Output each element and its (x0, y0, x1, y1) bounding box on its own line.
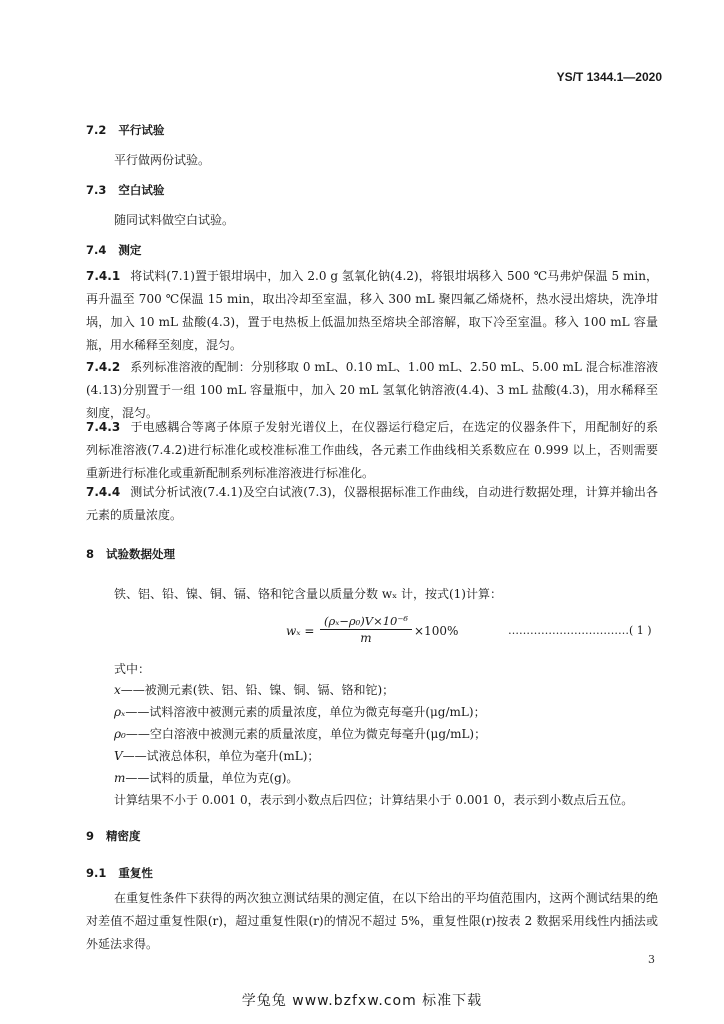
calculation-intro: 铁、铝、铅、镍、铜、镉、铬和铊含量以质量分数 wₓ 计，按式(1)计算： (114, 587, 502, 601)
clause-number: 7.4.4 (86, 485, 121, 499)
section-title: 测定 (118, 243, 142, 257)
formula-denominator: m (360, 631, 372, 645)
section-8-heading (86, 546, 175, 562)
rounding-rule: 计算结果不小于 0.001 0，表示到小数点后四位；计算结果小于 0.001 0，表示到小数点后五位。 (114, 793, 634, 807)
formula-lhs: wₓ = (286, 624, 315, 638)
section-title: 平行试验 (118, 123, 165, 137)
equation-number: ……………………………( 1 ) (508, 624, 652, 637)
clause-number: 7.4.1 (86, 269, 121, 283)
clause-number: 7.4.2 (86, 360, 121, 374)
variable-definition (114, 769, 298, 786)
variable-description: ——试料的质量，单位为克(g)。 (125, 771, 299, 785)
section-9-1-heading (86, 865, 153, 881)
clause-7-4-3 (86, 416, 658, 485)
section-title: 空白试验 (118, 183, 165, 197)
clause-text: 系列标准溶液的配制：分别移取 0 mL、0.10 mL、1.00 mL、2.50 mL、5.00 mL 混合标准溶液(4.13)分别置于一组 100 mL 容量瓶中，加入 20 mL 氢氧化钠溶液(4.4)、3 mL 盐酸(4.3)，用水稀释至刻度，混匀。 (86, 360, 658, 420)
variable-symbol: m (114, 771, 126, 785)
variable-description: ——试液总体积，单位为毫升(mL)； (122, 749, 320, 763)
section-number: 9.1 (86, 866, 107, 880)
formula-rhs: ×100% (414, 624, 459, 638)
section-title: 精密度 (106, 829, 141, 843)
section-9-1-body: 在重复性条件下获得的两次独立测试结果的测定值，在以下给出的平均值范围内，这两个测试结果的绝对差值不超过重复性限(r)，超过重复性限(r)的情况不超过 5%，重复性限(r)按表 2 数据采用线性内插法或外延法求得。 (86, 891, 658, 951)
clause-text: 测试分析试液(7.4.1)及空白试液(7.3)，仪器根据标准工作曲线，自动进行数据处理，计算并输出各元素的质量浓度。 (86, 485, 658, 522)
where-label: 式中： (114, 662, 151, 676)
section-number: 7.4 (86, 243, 107, 257)
variable-definition (114, 747, 319, 764)
clause-number: 7.4.3 (86, 420, 121, 434)
section-7-3-heading (86, 182, 164, 198)
formula-numerator: (ρₓ−ρ₀)V×10⁻⁶ (320, 614, 412, 630)
variable-description: ——空白溶液中被测元素的质量浓度，单位为微克每毫升(μg/mL)； (125, 727, 487, 741)
section-title: 试验数据处理 (106, 547, 176, 561)
section-7-3-body: 随同试料做空白试验。 (114, 213, 235, 227)
formula-1 (286, 614, 486, 648)
section-number: 9 (86, 829, 95, 843)
document-code: YS/T 1344.1—2020 (556, 70, 662, 84)
variable-symbol: ρ₀ (114, 727, 126, 741)
variable-description: ——被测元素(铁、铝、铅、镍、铜、镉、铬和铊)； (120, 683, 395, 697)
variable-symbol: x (114, 683, 121, 697)
section-title: 重复性 (118, 866, 153, 880)
section-number: 7.3 (86, 183, 107, 197)
clause-text: 于电感耦合等离子体原子发射光谱仪上，在仪器运行稳定后，在选定的仪器条件下，用配制好的系列标准溶液(7.4.2)进行标准化或校准标准工作曲线，各元素工作曲线相关系数应在 0.999 以上，否则需要重新进行标准化或重新配制系列标准溶液进行标准化。 (86, 420, 658, 480)
page-number: 3 (648, 953, 655, 966)
section-9-heading (86, 828, 141, 844)
clause-7-4-1 (86, 265, 658, 357)
clause-7-4-2 (86, 356, 658, 425)
section-7-4-heading (86, 242, 141, 258)
formula-fraction (320, 614, 412, 645)
section-7-2-heading (86, 122, 164, 138)
variable-definition (114, 725, 486, 742)
variable-description: ——试料溶液中被测元素的质量浓度，单位为微克每毫升(μg/mL)； (125, 705, 486, 719)
clause-text: 将试料(7.1)置于银坩埚中，加入 2.0 g 氢氧化钠(4.2)，将银坩埚移入 500 ℃马弗炉保温 5 min，再升温至 700 ℃保温 15 min，取出冷却至室温，移入 300 mL 聚四氟乙烯烧杯，热水浸出熔块，洗净坩埚，加入 10 mL 盐酸(4.3)，置于电热板上低温加热至熔块全部溶解，取下冷至室温。移入 100 mL 容量瓶，用水稀释至刻度，混匀。 (86, 269, 658, 352)
clause-7-4-4 (86, 481, 658, 527)
variable-definition (114, 681, 394, 698)
footer-watermark: 学兔兔 www.bzfxw.com 标准下载 (241, 993, 483, 1009)
section-number: 7.2 (86, 123, 107, 137)
section-number: 8 (86, 547, 95, 561)
variable-definition (114, 703, 486, 720)
section-7-2-body: 平行做两份试验。 (114, 153, 211, 167)
variable-symbol: ρₓ (114, 705, 126, 719)
variable-symbol: V (114, 749, 123, 763)
